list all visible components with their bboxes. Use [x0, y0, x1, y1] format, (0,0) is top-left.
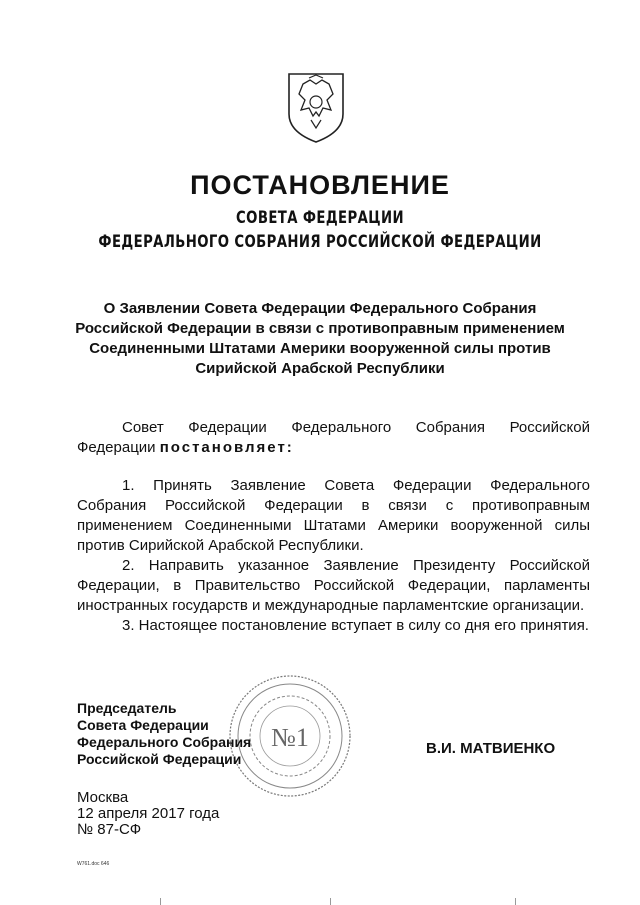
resolution-item: 2. Направить указанное Заявление Президенту Российской Федерации, в Правительство Российской Федерации, парламенты иностранных государств и международные парламентские организации.	[77, 557, 590, 614]
scan-mark	[330, 898, 331, 905]
place-and-date	[77, 790, 219, 838]
org-line-2: ФЕДЕРАЛЬНОГО СОБРАНИЯ РОССИЙСКОЙ ФЕДЕРАЦИИ	[98, 232, 542, 252]
org-line-1: СОВЕТА ФЕДЕРАЦИИ	[236, 208, 404, 228]
doc-reference: W761.doc 646	[77, 861, 110, 867]
coat-of-arms-icon	[283, 70, 349, 146]
document-title: ПОСТАНОВЛЕНИЕ	[190, 170, 450, 200]
city: Москва	[77, 789, 129, 806]
signatory-title	[77, 700, 251, 768]
signatory-line: Российской Федерации	[77, 751, 242, 767]
intro-emphasis: постановляет:	[159, 439, 294, 456]
resolution-item: 3. Настоящее постановление вступает в силу со дня его принятия.	[122, 617, 589, 634]
subject-line: Сирийской Арабской Республики	[195, 360, 445, 377]
date: 12 апреля 2017 года	[77, 805, 220, 822]
document-number: № 87-СФ	[77, 821, 142, 838]
signatory-line: Совета Федерации	[77, 717, 209, 733]
resolution-items	[77, 476, 590, 636]
signatory-line: Председатель	[77, 700, 177, 716]
scan-mark	[160, 898, 161, 905]
subject-line: О Заявлении Совета Федерации Федерального Собрания	[103, 300, 537, 317]
intro-text: Совет Федерации Федерального Собрания Российской Федерации	[77, 419, 590, 456]
scan-mark	[515, 898, 516, 905]
resolution-intro	[77, 418, 590, 458]
resolution-item: 1. Принять Заявление Совета Федерации Федерального Собрания Российской Федерации в связи с противоправным применением Соединенными Штатами Америки вооруженной силы против Сирийской Арабской Республики.	[77, 477, 590, 554]
subject-line: Соединенными Штатами Америки вооруженной силы против	[89, 340, 551, 357]
document-subject	[50, 299, 590, 379]
stamp-number: №1	[271, 723, 309, 752]
signatory-name: В.И. МАТВИЕНКО	[426, 740, 556, 757]
signatory-line: Федерального Собрания	[77, 734, 252, 750]
subject-line: Российской Федерации в связи с противоправным применением	[75, 320, 565, 337]
